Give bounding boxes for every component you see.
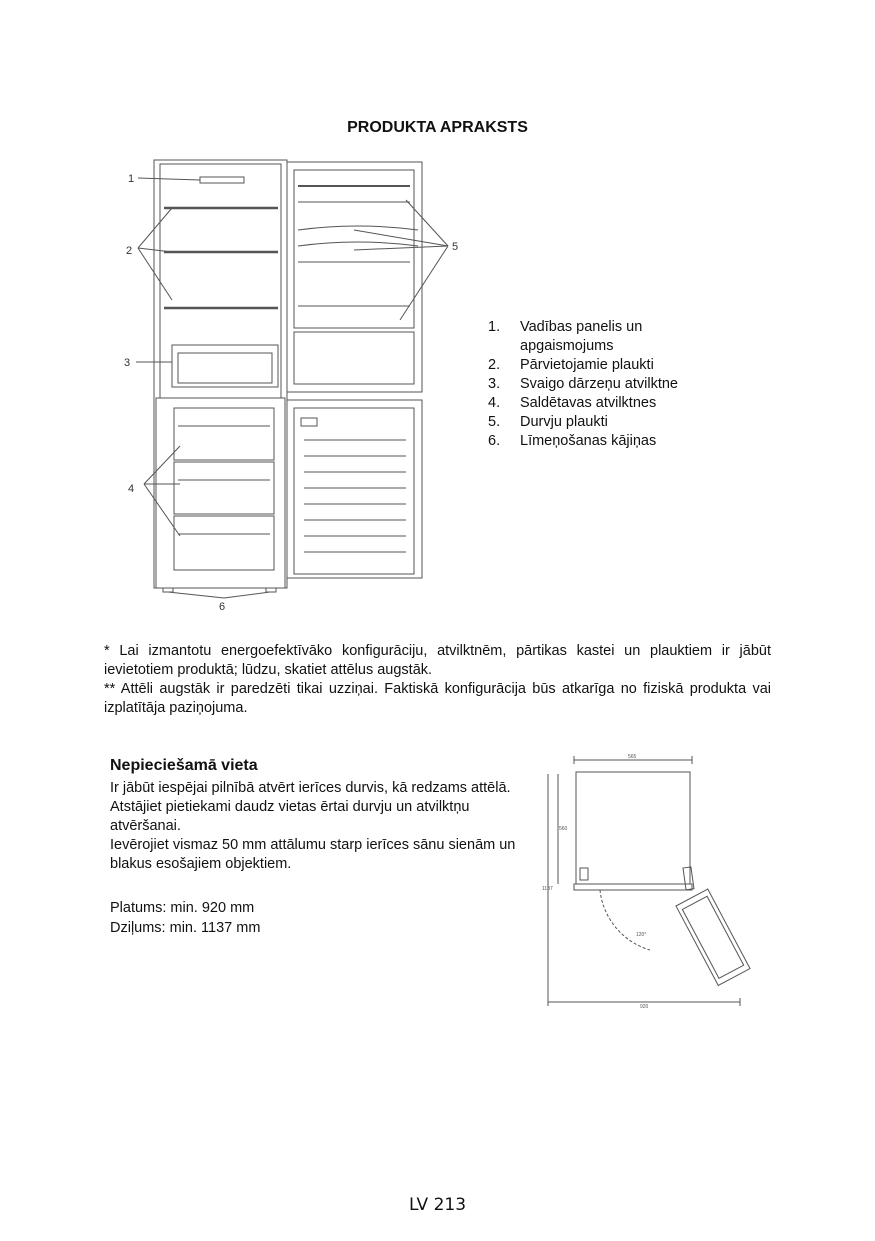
callout-2: 2 <box>126 245 133 257</box>
legend-item: 4. Saldētavas atvilktnes <box>488 395 657 411</box>
width-requirement: Platums: min. 920 mm <box>110 900 255 916</box>
dimension-list <box>110 898 260 938</box>
page-number: LV 213 <box>408 1195 467 1215</box>
legend-item: 3. Svaigo dārzeņu atvilktne <box>488 376 678 392</box>
fridge-diagram <box>108 150 478 620</box>
note-2: ** Attēli augstāk ir paredzēti tikai uzziņai. Faktiskā konfigurācija būs atkarīga no fiziskā produkta vai izplatītāja paziņojuma. <box>104 681 771 716</box>
notes <box>104 642 771 718</box>
plan-dim-width: 565 <box>628 754 637 760</box>
page-title: PRODUKTA APRAKSTS <box>347 119 528 136</box>
callout-1: 1 <box>128 173 135 185</box>
callout-3: 3 <box>124 357 131 369</box>
plan-dim-angle: 120° <box>636 932 647 938</box>
section-body <box>110 779 530 874</box>
legend-item: 1. Vadības panelis un apgaismojums <box>488 319 643 354</box>
note-1: * Lai izmantotu energoefektīvāko konfigurāciju, atvilktnēm, pārtikas kastei un plauktiem ir jābūt ievietotiem produktā; lūdzu, skatiet attēlus augstāk. <box>104 643 771 678</box>
callout-6: 6 <box>219 601 226 613</box>
legend-item: 6. Līmeņošanas kājiņas <box>488 433 657 449</box>
clearance-plan-diagram <box>540 750 770 1010</box>
legend-item: 5. Durvju plaukti <box>488 414 608 430</box>
parts-legend <box>488 318 718 451</box>
legend-item: 2. Pārvietojamie plaukti <box>488 357 654 373</box>
depth-requirement: Dziļums: min. 1137 mm <box>110 920 261 936</box>
plan-dim-total-depth: 1137 <box>542 886 553 892</box>
plan-dim-depth: 560 <box>559 826 568 832</box>
plan-dim-total-width: 920 <box>640 1004 649 1010</box>
section-heading: Nepieciešamā vieta <box>110 757 258 774</box>
callout-5: 5 <box>452 241 459 253</box>
paragraph: Ir jābūt iespējai pilnībā atvērt ierīces durvis, kā redzams attēlā. Atstājiet pietiekami daudz vietas ērtai durvju un atvilktņu atvēršanai. <box>110 780 511 834</box>
callout-4: 4 <box>128 483 135 495</box>
paragraph: Ievērojiet vismaz 50 mm attālumu starp ierīces sānu sienām un blakus esošajiem objektiem. <box>110 837 516 872</box>
